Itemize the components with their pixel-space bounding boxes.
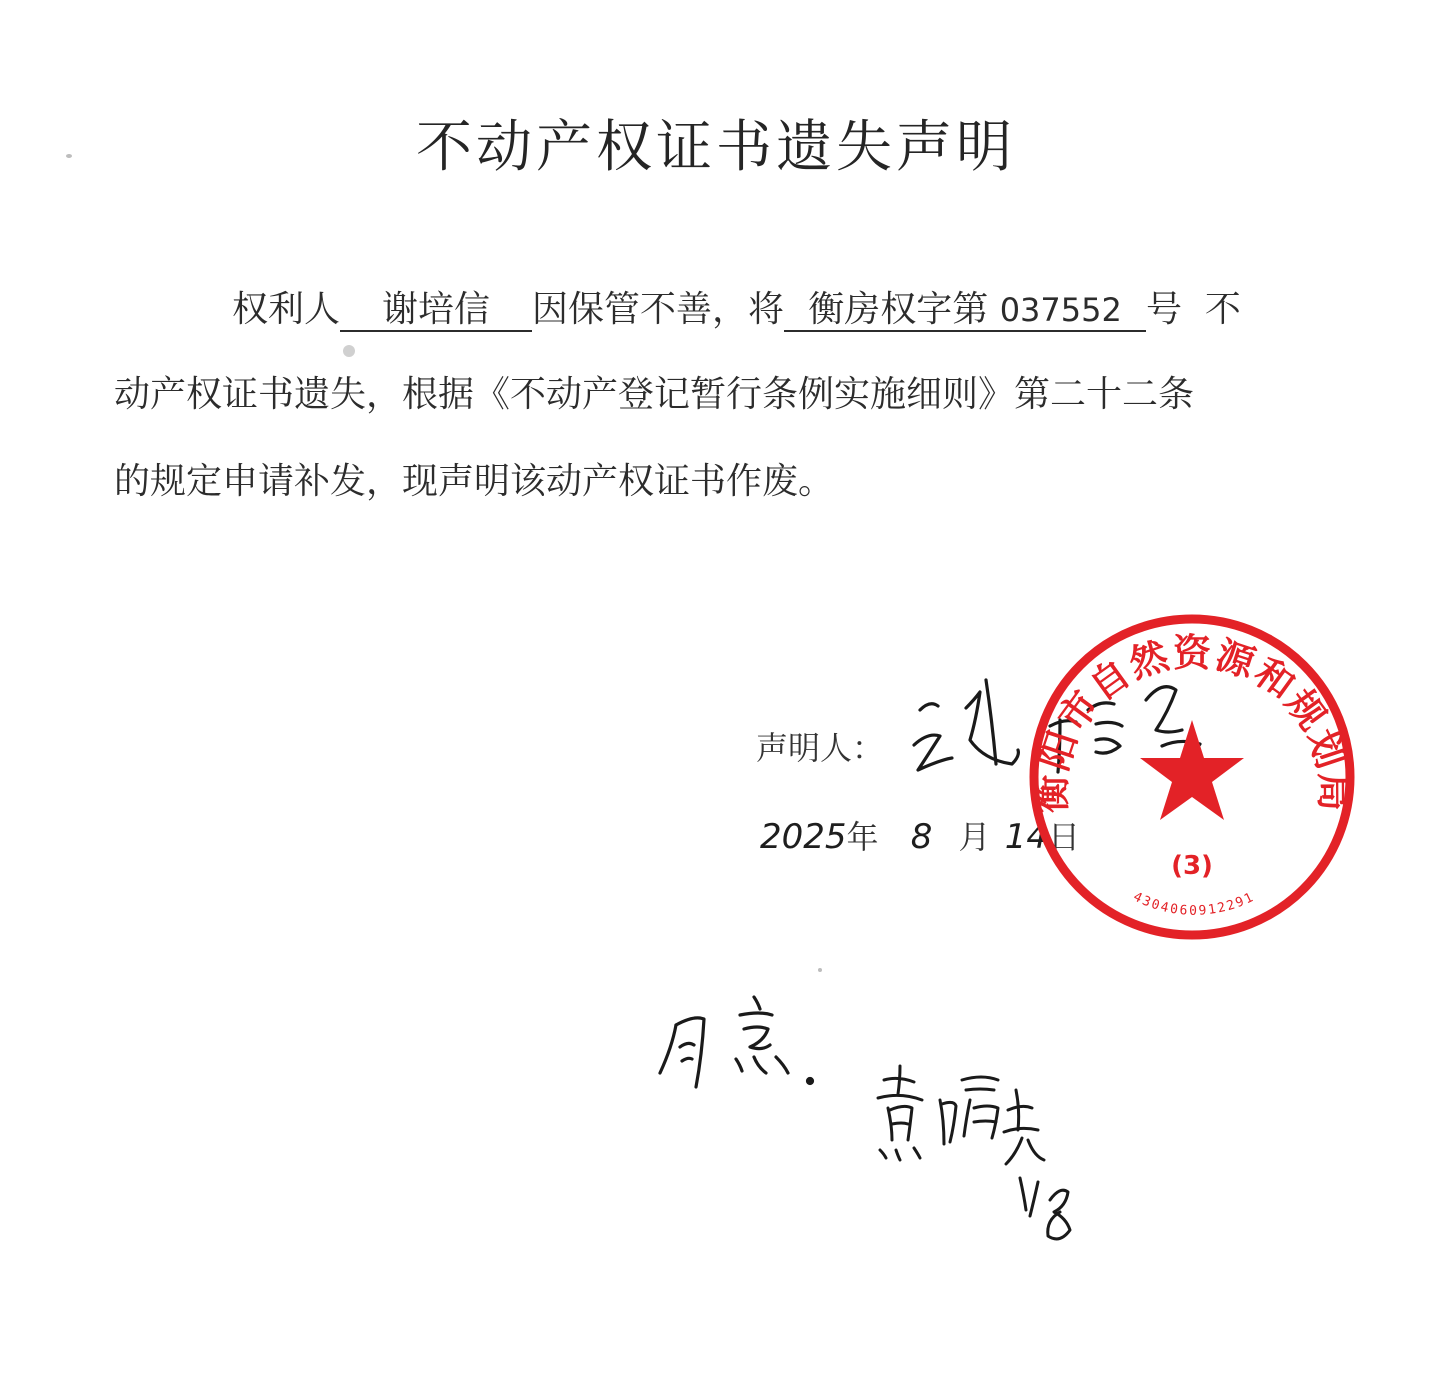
date-month: 8 [910,817,933,857]
holder-name: 谢培信 [340,290,532,332]
document-title: 不动产权证书遗失声明 [416,115,1016,180]
seal-code: 4304060912291 [1130,889,1258,919]
date-month-unit: 月 [958,818,991,856]
date-year-unit: 年 [846,818,879,856]
star-icon [1140,720,1244,820]
certificate-number-field [784,290,1146,332]
date-day-unit: 日 [1047,818,1080,856]
date-day: 14 [1004,817,1048,857]
scan-speck [343,345,355,357]
scan-speck [818,968,822,972]
declarant-label: 声明人： [756,729,885,767]
official-seal [1022,612,1362,942]
approval-handwriting [650,985,840,1105]
scan-speck [66,154,72,158]
seal-text: 衡阳市自然资源和规划局 [1029,630,1357,814]
body-line-1-middle: 因保管不善，将 [532,289,785,330]
body-line-1-suffix: 号 不 [1146,289,1241,330]
certificate-number: 037552 [999,291,1122,329]
holder-label: 权利人 [232,289,341,330]
date-year: 2025 [760,817,847,857]
body-line-3: 的规定申请补发，现声明该动产权证书作废。 [114,461,835,502]
certificate-prefix: 衡房权字第 [808,289,989,330]
body-line-1 [232,288,1241,332]
approver-signature [870,1060,1110,1260]
seal-number: (3) [1171,851,1213,881]
body-line-2: 动产权证书遗失，根据《不动产登记暂行条例实施细则》第二十二条 [114,374,1195,415]
